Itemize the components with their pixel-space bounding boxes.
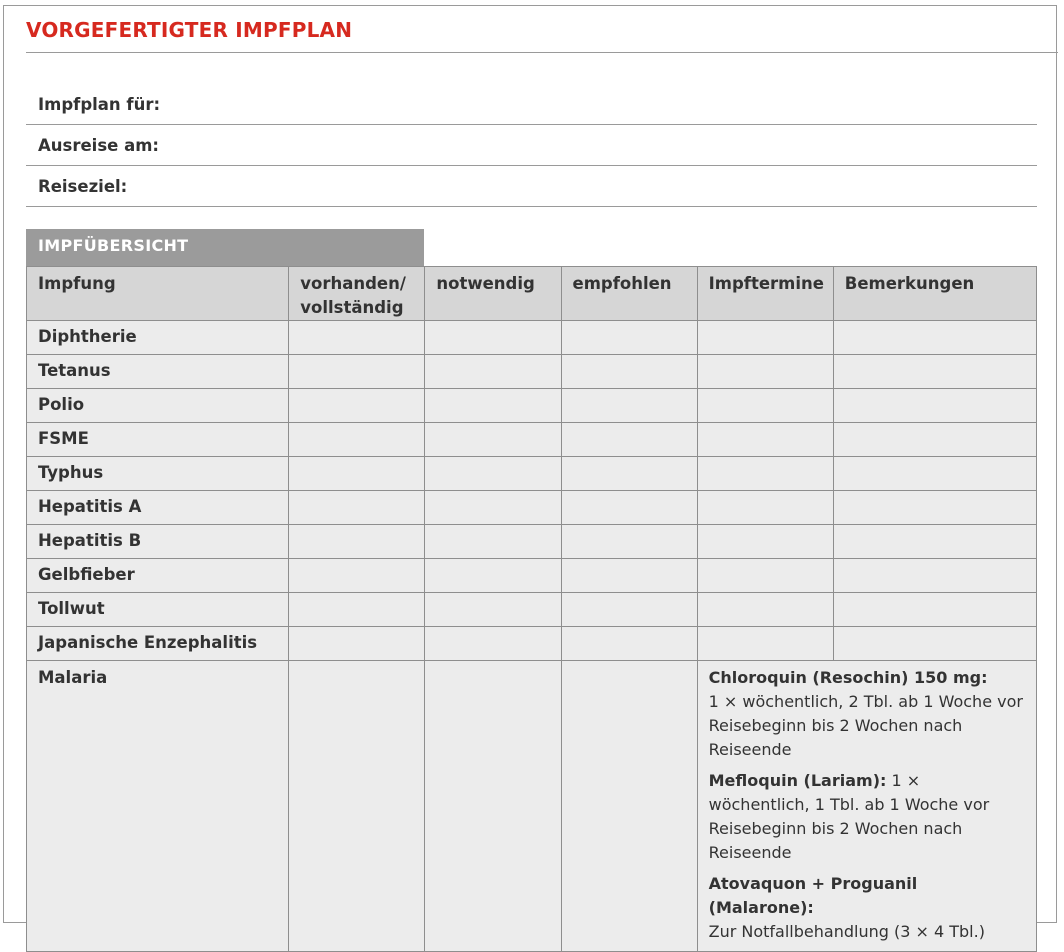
- cell-notwendig[interactable]: [425, 389, 561, 423]
- table-row: [27, 321, 1037, 355]
- vaccine-name: Hepatitis B: [27, 525, 289, 559]
- form-field-label: Impfplan für:: [38, 95, 161, 114]
- cell-vorhanden[interactable]: [289, 423, 425, 457]
- section-tab: IMPFÜBERSICHT: [26, 229, 424, 267]
- cell-bemerkungen[interactable]: [833, 559, 1036, 593]
- cell-bemerkungen[interactable]: [833, 627, 1036, 661]
- cell-notwendig[interactable]: [425, 525, 561, 559]
- cell-bemerkungen[interactable]: [833, 525, 1036, 559]
- cell-impftermine[interactable]: [697, 389, 833, 423]
- table-row: [27, 559, 1037, 593]
- cell-empfohlen[interactable]: [561, 321, 697, 355]
- vaccine-name: Malaria: [27, 661, 289, 952]
- cell-empfohlen[interactable]: [561, 491, 697, 525]
- cell-notwendig[interactable]: [425, 661, 561, 952]
- cell-empfohlen[interactable]: [561, 423, 697, 457]
- malaria-note-title: Atovaquon + Proguanil (Malarone):: [708, 874, 918, 917]
- vaccine-name: Hepatitis A: [27, 491, 289, 525]
- cell-notwendig[interactable]: [425, 457, 561, 491]
- malaria-notes: [697, 661, 1036, 952]
- cell-impftermine[interactable]: [697, 525, 833, 559]
- malaria-note: [709, 769, 1025, 865]
- table-row: [27, 423, 1037, 457]
- cell-notwendig[interactable]: [425, 491, 561, 525]
- cell-bemerkungen[interactable]: [833, 491, 1036, 525]
- cell-empfohlen[interactable]: [561, 457, 697, 491]
- cell-vorhanden[interactable]: [289, 491, 425, 525]
- cell-empfohlen[interactable]: [561, 627, 697, 661]
- cell-impftermine[interactable]: [697, 321, 833, 355]
- header-notwendig: notwendig: [425, 267, 561, 321]
- malaria-note-text: 1 × wöchentlich, 2 Tbl. ab 1 Woche vor Reisebeginn bis 2 Wochen nach Reiseende: [708, 692, 1023, 759]
- vaccine-name: Gelbfieber: [27, 559, 289, 593]
- malaria-note-text: 1 × wöchentlich, 1 Tbl. ab 1 Woche vor Reisebeginn bis 2 Wochen nach Reiseende: [708, 771, 990, 862]
- table-row: [27, 355, 1037, 389]
- malaria-note-title: Chloroquin (Resochin) 150 mg:: [708, 668, 988, 687]
- cell-empfohlen[interactable]: [561, 661, 697, 952]
- table-row: [27, 491, 1037, 525]
- cell-impftermine[interactable]: [697, 491, 833, 525]
- cell-bemerkungen[interactable]: [833, 389, 1036, 423]
- cell-notwendig[interactable]: [425, 321, 561, 355]
- vaccine-name: Tollwut: [27, 593, 289, 627]
- vaccine-name: Tetanus: [27, 355, 289, 389]
- header-vorhanden: vorhanden/ vollständig: [289, 267, 425, 321]
- cell-bemerkungen[interactable]: [833, 423, 1036, 457]
- form-field-impfplan-fuer[interactable]: [26, 84, 1037, 125]
- cell-notwendig[interactable]: [425, 423, 561, 457]
- form-field-reiseziel[interactable]: [26, 166, 1037, 207]
- cell-vorhanden[interactable]: [289, 661, 425, 952]
- cell-impftermine[interactable]: [697, 457, 833, 491]
- form-field-label: Ausreise am:: [38, 136, 160, 155]
- table-row: [27, 525, 1037, 559]
- cell-bemerkungen[interactable]: [833, 457, 1036, 491]
- malaria-note: [709, 666, 1025, 762]
- cell-empfohlen[interactable]: [561, 389, 697, 423]
- cell-bemerkungen[interactable]: [833, 355, 1036, 389]
- cell-empfohlen[interactable]: [561, 355, 697, 389]
- cell-notwendig[interactable]: [425, 627, 561, 661]
- vaccine-name: Japanische Enzephalitis: [27, 627, 289, 661]
- table-row: [27, 389, 1037, 423]
- vaccine-name: Typhus: [27, 457, 289, 491]
- header-bemerkungen: Bemerkungen: [833, 267, 1036, 321]
- cell-vorhanden[interactable]: [289, 321, 425, 355]
- cell-impftermine[interactable]: [697, 559, 833, 593]
- cell-vorhanden[interactable]: [289, 457, 425, 491]
- vaccination-table: [26, 266, 1037, 952]
- vaccine-name: FSME: [27, 423, 289, 457]
- cell-empfohlen[interactable]: [561, 559, 697, 593]
- table-row-malaria: [27, 661, 1037, 952]
- malaria-note-text: Zur Notfallbehandlung (3 × 4 Tbl.): [708, 922, 985, 941]
- form-field-ausreise-am[interactable]: [26, 125, 1037, 166]
- form-field-label: Reiseziel:: [38, 177, 128, 196]
- title-divider: [26, 52, 1058, 53]
- cell-bemerkungen[interactable]: [833, 321, 1036, 355]
- malaria-note-title: Mefloquin (Lariam):: [708, 771, 887, 790]
- cell-impftermine[interactable]: [697, 423, 833, 457]
- vaccine-name: Polio: [27, 389, 289, 423]
- header-impftermine: Impftermine: [697, 267, 833, 321]
- header-impfung: Impfung: [27, 267, 289, 321]
- cell-vorhanden[interactable]: [289, 389, 425, 423]
- cell-impftermine[interactable]: [697, 355, 833, 389]
- table-row: [27, 627, 1037, 661]
- table-header-row: [27, 267, 1037, 321]
- cell-notwendig[interactable]: [425, 355, 561, 389]
- cell-vorhanden[interactable]: [289, 559, 425, 593]
- malaria-note: [709, 872, 1025, 944]
- cell-empfohlen[interactable]: [561, 593, 697, 627]
- cell-empfohlen[interactable]: [561, 525, 697, 559]
- cell-vorhanden[interactable]: [289, 525, 425, 559]
- page-title: VORGEFERTIGTER IMPFPLAN: [26, 18, 353, 42]
- cell-vorhanden[interactable]: [289, 627, 425, 661]
- cell-notwendig[interactable]: [425, 559, 561, 593]
- cell-vorhanden[interactable]: [289, 593, 425, 627]
- cell-vorhanden[interactable]: [289, 355, 425, 389]
- vaccine-name: Diphtherie: [27, 321, 289, 355]
- cell-bemerkungen[interactable]: [833, 593, 1036, 627]
- cell-notwendig[interactable]: [425, 593, 561, 627]
- header-empfohlen: empfohlen: [561, 267, 697, 321]
- cell-impftermine[interactable]: [697, 627, 833, 661]
- table-row: [27, 457, 1037, 491]
- cell-impftermine[interactable]: [697, 593, 833, 627]
- table-row: [27, 593, 1037, 627]
